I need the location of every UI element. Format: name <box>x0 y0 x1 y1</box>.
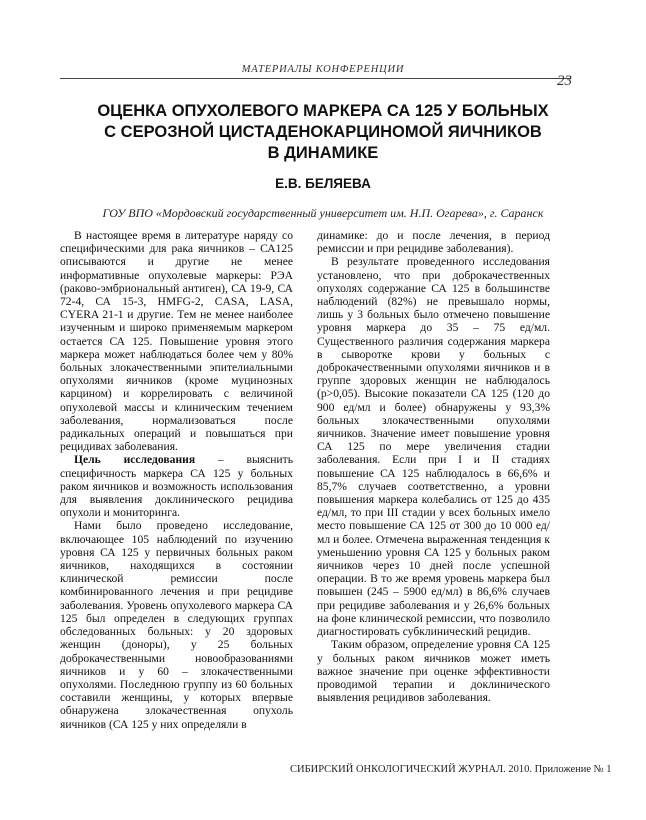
aim-lead: Цель исследования <box>74 453 196 467</box>
paragraph: В результате проведенного исследования установлено, что при доброкачественных опухолях содержание СА 125 в большинстве наблюдений (82%) не превышало нормы, лишь у 3 больных было отмечено повышение уровня маркера до 35 – 75 ед/мл. Существенного различия содержания маркера в сыворотке крови у больных с доброкачественными опухолями яичников и в группе здоровых женщин не наблюдалось (р>0,05). Высокие показатели СА 125 (120 до 900 ед/мл и более) обнаружены у 93,3% больных злокачественными опухолями яичников. Значение имеет повышение уровня СА 125 по мере увеличения стадии заболевания. Если при I и II стадиях повышение СА 125 наблюдалось в 66,6% и 85,7% случаев соответственно, а уровни повышения маркера колебались от 125 до 435 ед/мл, то при III стадии у всех больных имело место повышение СА 125 от 300 до 10 000 ед/мл и более. Отмечена выраженная тенденция к уменьшению уровня СА 125 у больных раком яичников через 10 дней после успешной операции. В то же время уровень маркера был повышен (245 – 5900 ед/мл) в 86,6% случаев при рецидиве заболевания и у 26,6% больных на фоне клинической ремиссии, что позволило диагностировать субклинический рецидив. <box>317 255 550 639</box>
right-column <box>317 229 550 704</box>
paragraph: В настоящее время в литературе наряду со специфическими для рака яичников – СА125 описываются и другие не менее информативные опухолевые маркеры: РЭА (раково-эмбриональный антиген), СА 19-9, СА 72-4, СА 15-3, HMFG-2, CASA, LASA, CYERA 21-1 и другие. Тем не менее наиболее изученным и широко применяемым маркером остается СА 125. Повышение уровня этого маркера может наблюдаться более чем у 80% больных злокачественными эпителиальными опухолями яичников (кроме муцинозных карцином) и коррелировать с величиной опухолевой массы и клиническим течением заболевания, нормализоваться после радикальных операций и повышаться при рецидивах заболевания. <box>60 229 293 454</box>
title-line: С СЕРОЗНОЙ ЦИСТАДЕНОКАРЦИНОМОЙ ЯИЧНИКОВ <box>104 123 542 141</box>
affiliation: ГОУ ВПО «Мордовский государственный университет им. Н.П. Огарева», г. Саранск <box>102 206 544 220</box>
header-rule <box>60 78 570 79</box>
left-column <box>60 229 293 731</box>
article-title <box>40 101 606 164</box>
paragraph: Таким образом, определение уровня СА 125 у больных раком яичников может иметь важное значение при оценке эффективности проводимой терапии и доклинического выявления рецидивов заболевания. <box>317 638 550 705</box>
paragraph <box>60 453 293 519</box>
page-number: 23 <box>557 73 572 89</box>
paragraph: динамике: до и после лечения, в период ремиссии и при рецидиве заболевания). <box>317 229 550 256</box>
paragraph: Нами было проведено исследование, включающее 105 наблюдений по изучению уровня СА 125 у первичных больных раком яичников, находящихся в состоянии клинической ремиссии после комбинированного лечения и при рецидиве заболевания. Уровень опухолевого маркера СА 125 был определен в следующих группах обследованных больных: у 20 здоровых женщин (доноры), у 25 больных доброкачественными новообразованиями яичников и у 60 – злокачественными опухолями. Последнюю группу из 60 больных составили женщины, у которых впервые обнаружена злокачественная опухоль яичников (СА 125 у них определяли в <box>60 519 293 731</box>
author-name: Е.В. БЕЛЯЕВА <box>275 176 371 191</box>
title-line: В ДИНАМИКЕ <box>267 144 379 162</box>
journal-footer: СИБИРСКИЙ ОНКОЛОГИЧЕСКИЙ ЖУРНАЛ. 2010. Приложение № 1 <box>290 764 612 775</box>
title-line: ОЦЕНКА ОПУХОЛЕВОГО МАРКЕРА СА 125 У БОЛЬНЫХ <box>97 102 549 120</box>
running-header: МАТЕРИАЛЫ КОНФЕРЕНЦИИ <box>241 64 405 75</box>
aim-text: – выяснить специфичность маркера СА 125 у больных раком яичников и возможность использования для выявления доклинического рецидива опухоли и мониторинга. <box>60 453 293 520</box>
